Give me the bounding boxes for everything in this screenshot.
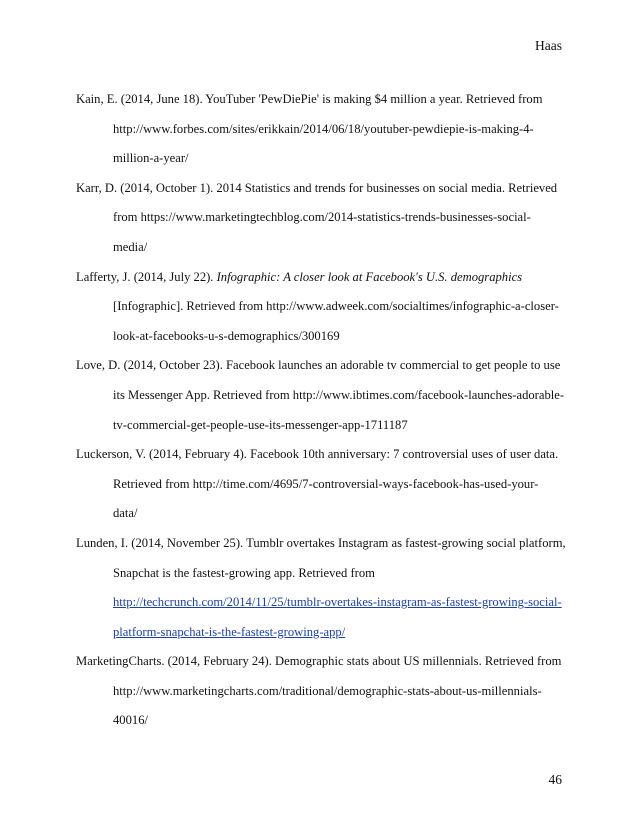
reference-line: http://www.marketingcharts.com/traditional/demographic-stats-about-us-millennials- <box>113 683 542 698</box>
running-head: Haas <box>535 38 562 53</box>
reference-link[interactable]: platform-snapchat-is-the-fastest-growing-app/ <box>113 624 346 639</box>
reference-entry <box>76 651 576 740</box>
reference-line: 40016/ <box>113 713 148 728</box>
reference-line: Luckerson, V. (2014, February 4). Facebook 10th anniversary: 7 controversial uses of user data. <box>76 447 559 462</box>
reference-line: from https://www.marketingtechblog.com/2014-statistics-trends-businesses-social- <box>113 210 531 225</box>
reference-entry <box>76 355 576 444</box>
reference-line: Kain, E. (2014, June 18). YouTuber 'PewDiePie' is making $4 million a year. Retrieved from <box>76 92 543 106</box>
reference-entry <box>76 533 576 651</box>
reference-author-date: Lafferty, J. (2014, July 22). <box>76 269 217 284</box>
reference-line: MarketingCharts. (2014, February 24). Demographic stats about US millennials. Retrieved from <box>76 654 562 669</box>
reference-line: million-a-year/ <box>113 151 189 166</box>
reference-line <box>76 267 576 297</box>
reference-line: Lunden, I. (2014, November 25). Tumblr overtakes Instagram as fastest-growing social platform, <box>76 535 566 550</box>
reference-line: Snapchat is the fastest-growing app. Retrieved from <box>113 565 375 580</box>
page-number: 46 <box>548 772 562 787</box>
reference-line <box>76 622 576 652</box>
reference-line: [Infographic]. Retrieved from http://www.adweek.com/socialtimes/infographic-a-closer- <box>113 299 559 314</box>
reference-link[interactable]: http://techcrunch.com/2014/11/25/tumblr-overtakes-instagram-as-fastest-growing-social- <box>113 595 562 610</box>
reference-line: http://www.forbes.com/sites/erikkain/2014/06/18/youtuber-pewdiepie-is-making-4- <box>113 121 534 136</box>
reference-line <box>76 592 576 622</box>
reference-line: Love, D. (2014, October 23). Facebook launches an adorable tv commercial to get people to use <box>76 358 561 373</box>
reference-line: Karr, D. (2014, October 1). 2014 Statistics and trends for businesses on social media. Retrieved <box>76 180 558 195</box>
reference-italic-title: Infographic: A closer look at Facebook's U.S. demographics <box>216 269 523 284</box>
reference-entry <box>76 267 576 356</box>
reference-line: tv-commercial-get-people-use-its-messenger-app-1711187 <box>113 417 408 432</box>
reference-entry <box>76 89 576 178</box>
reference-line: its Messenger App. Retrieved from http://www.ibtimes.com/facebook-launches-adorable- <box>113 387 565 402</box>
reference-list <box>76 89 576 740</box>
reference-line: look-at-facebooks-u-s-demographics/300169 <box>113 328 340 343</box>
reference-line: Retrieved from http://time.com/4695/7-controversial-ways-facebook-has-used-your- <box>113 476 539 491</box>
reference-line: data/ <box>113 506 138 521</box>
reference-line: media/ <box>113 239 148 254</box>
reference-entry <box>76 444 576 533</box>
reference-entry <box>76 178 576 267</box>
